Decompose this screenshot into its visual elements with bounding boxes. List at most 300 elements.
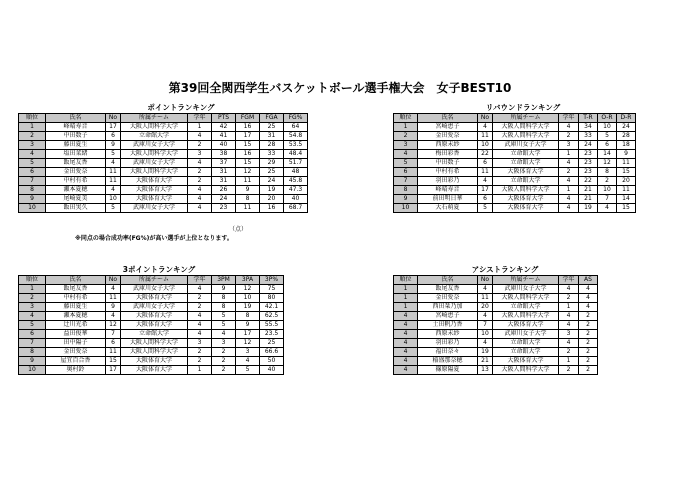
table-cell: 4 — [478, 177, 493, 186]
table-cell: 10 — [19, 204, 46, 213]
table-cell: 21 — [579, 195, 598, 204]
table-row — [19, 285, 284, 294]
table-cell: 40 — [284, 195, 308, 204]
rebounds-ranking-section — [393, 103, 653, 213]
table-cell: 3 — [188, 339, 212, 348]
table-cell: 10 — [598, 186, 617, 195]
table-cell: 12 — [236, 339, 260, 348]
points-column-header: No — [106, 114, 121, 123]
table-cell: 1 — [394, 285, 418, 294]
table-cell: 3 — [19, 141, 46, 150]
table-cell: 20 — [478, 303, 493, 312]
rebounds-ranking-heading: リバウンドランキング — [485, 103, 561, 112]
table-cell: 9 — [394, 195, 418, 204]
table-cell: 3 — [394, 141, 418, 150]
table-cell: 14 — [598, 150, 617, 159]
table-cell: 4 — [188, 195, 212, 204]
table-cell: 6 — [19, 330, 46, 339]
points-column-header: FG% — [284, 114, 308, 123]
table-cell: 24 — [617, 123, 636, 132]
table-cell: 10 — [394, 204, 418, 213]
assists-ranking-heading: アシストランキング — [471, 265, 539, 274]
points-column-header: 学年 — [188, 114, 212, 123]
table-cell: 2 — [394, 132, 418, 141]
table-cell: 武庫川女子大学 — [121, 285, 188, 294]
table-row — [19, 159, 308, 168]
table-cell: 5 — [106, 204, 121, 213]
table-cell: 24 — [579, 141, 598, 150]
table-cell: 尾崎夏美 — [46, 195, 106, 204]
table-cell: 11 — [478, 168, 493, 177]
points-column-header: PTS — [212, 114, 236, 123]
table-cell: 68.7 — [284, 204, 308, 213]
table-cell: 西原未紗 — [418, 330, 478, 339]
table-cell: 31 — [260, 132, 284, 141]
table-cell: 12 — [598, 159, 617, 168]
table-cell: 6 — [19, 168, 46, 177]
table-cell: 7 — [19, 177, 46, 186]
table-row — [394, 204, 636, 213]
table-row — [19, 330, 284, 339]
table-cell: 4 — [394, 150, 418, 159]
rebounds-column-header: D-R — [617, 114, 636, 123]
rebounds-column-header: 氏名 — [418, 114, 478, 123]
table-cell: 62.5 — [260, 312, 284, 321]
points-ranking-heading: ポイントランキング — [147, 103, 215, 112]
table-cell: 4 — [106, 159, 121, 168]
table-cell: 金田愛奈 — [46, 168, 106, 177]
table-row — [394, 168, 636, 177]
table-cell: 大阪人間科学大学 — [493, 132, 559, 141]
table-row — [394, 177, 636, 186]
table-cell: 4 — [394, 357, 418, 366]
table-cell: 4 — [19, 150, 46, 159]
points-column-header: FGM — [236, 114, 260, 123]
table-cell: 武庫川女子大学 — [121, 303, 188, 312]
table-row — [394, 348, 598, 357]
table-cell: 4 — [478, 312, 493, 321]
table-cell: 大阪人間科学大学 — [493, 294, 559, 303]
table-cell: 4 — [106, 312, 121, 321]
table-row — [19, 186, 308, 195]
table-cell: 12 — [236, 285, 260, 294]
table-cell: 2 — [188, 357, 212, 366]
table-cell: 33 — [579, 132, 598, 141]
table-cell: 10 — [236, 294, 260, 303]
table-row — [19, 123, 308, 132]
table-cell: 4 — [579, 294, 598, 303]
table-cell: 4 — [559, 123, 579, 132]
table-cell: 峰晴寿音 — [418, 186, 478, 195]
table-row — [394, 132, 636, 141]
table-cell: 10 — [478, 330, 493, 339]
table-cell: 2 — [188, 177, 212, 186]
table-cell: 11 — [236, 204, 260, 213]
rebounds-column-header: O-R — [598, 114, 617, 123]
table-cell: 40 — [212, 141, 236, 150]
table-cell: 4 — [394, 339, 418, 348]
table-cell: 大阪体育大学 — [121, 294, 188, 303]
table-cell: 4 — [559, 159, 579, 168]
table-cell: 4 — [478, 339, 493, 348]
table-cell: 16 — [236, 123, 260, 132]
table-cell: 8 — [19, 348, 46, 357]
table-cell: 4 — [188, 312, 212, 321]
table-cell: 11 — [106, 168, 121, 177]
table-cell: 2 — [579, 321, 598, 330]
table-cell: 2 — [579, 366, 598, 375]
table-row — [19, 204, 308, 213]
table-cell: 80 — [260, 294, 284, 303]
table-cell: 14 — [617, 195, 636, 204]
table-cell: 7 — [394, 177, 418, 186]
table-cell: 瀬本夏穂 — [46, 312, 106, 321]
table-cell: 7 — [478, 321, 493, 330]
table-row — [394, 123, 636, 132]
table-cell: 54.8 — [284, 132, 308, 141]
table-cell: 稲盛那奈穂 — [418, 357, 478, 366]
table-cell: 羽田彩乃 — [418, 177, 478, 186]
table-cell: 篠原陽夏 — [418, 366, 478, 375]
table-row — [19, 141, 308, 150]
table-cell: 塩田菜緒 — [46, 150, 106, 159]
table-cell: 武庫川女子大学 — [121, 204, 188, 213]
table-cell: 立命館大学 — [121, 132, 188, 141]
table-cell: 3 — [559, 330, 579, 339]
table-cell: 17 — [106, 123, 121, 132]
table-cell: 梅田彩香 — [418, 150, 478, 159]
table-cell: 64 — [284, 123, 308, 132]
table-cell: 6 — [106, 132, 121, 141]
assists-column-header: 学年 — [559, 276, 579, 285]
table-cell: 51.7 — [284, 159, 308, 168]
table-cell: 8 — [236, 312, 260, 321]
table-cell: 15 — [617, 204, 636, 213]
table-cell: 立命館大学 — [493, 150, 559, 159]
table-cell: 20 — [617, 177, 636, 186]
table-cell: 13 — [478, 366, 493, 375]
table-cell: 4 — [212, 330, 236, 339]
table-cell: 22 — [478, 150, 493, 159]
table-cell: 金田愛奈 — [418, 294, 478, 303]
points-column-header: 所属チーム — [121, 114, 188, 123]
table-cell: 藤田夏生 — [46, 141, 106, 150]
table-cell: 11 — [106, 177, 121, 186]
table-cell: 飯田実久 — [46, 204, 106, 213]
threes-column-header: 3PA — [236, 276, 260, 285]
table-cell: 大阪体育大学 — [493, 195, 559, 204]
table-cell: 2 — [579, 357, 598, 366]
table-cell: 5 — [212, 312, 236, 321]
table-cell: 1 — [394, 294, 418, 303]
table-row — [394, 303, 598, 312]
table-cell: 4 — [188, 321, 212, 330]
table-cell: 23.5 — [260, 330, 284, 339]
table-cell: 6 — [598, 141, 617, 150]
table-cell: 8 — [598, 168, 617, 177]
table-cell: 17 — [478, 186, 493, 195]
table-cell: 大阪人間科学大学 — [121, 150, 188, 159]
table-cell: 4 — [394, 366, 418, 375]
table-cell: 15 — [236, 141, 260, 150]
table-cell: 7 — [106, 330, 121, 339]
table-cell: 武庫川女子大学 — [493, 141, 559, 150]
table-cell: 15 — [106, 357, 121, 366]
table-cell: 西原未紗 — [418, 141, 478, 150]
table-cell: 1 — [19, 285, 46, 294]
table-cell: 大阪体育大学 — [121, 186, 188, 195]
table-cell: 5 — [19, 321, 46, 330]
table-cell: 22 — [579, 177, 598, 186]
assists-ranking-table — [393, 275, 598, 375]
table-cell: 4 — [394, 330, 418, 339]
table-cell: 8 — [212, 303, 236, 312]
table-cell: 9 — [19, 357, 46, 366]
threes-column-header: 学年 — [188, 276, 212, 285]
table-cell: 大阪体育大学 — [121, 312, 188, 321]
table-cell: 大阪人間科学大学 — [121, 348, 188, 357]
table-cell: 中田数子 — [46, 132, 106, 141]
table-cell: 大阪体育大学 — [493, 168, 559, 177]
table-cell: 立命館大学 — [493, 303, 559, 312]
table-cell: 4 — [188, 204, 212, 213]
threes-column-header: 所属チーム — [121, 276, 188, 285]
table-cell: 23 — [579, 168, 598, 177]
table-cell: 24 — [212, 195, 236, 204]
table-row — [394, 195, 636, 204]
table-cell: 前田明日華 — [418, 195, 478, 204]
table-row — [19, 294, 284, 303]
table-cell: 26 — [212, 186, 236, 195]
threes-ranking-table — [18, 275, 284, 375]
page-title: 第39回全関西学生バスケットボール選手権大会 女子BEST10 — [168, 81, 512, 95]
table-cell: 2 — [19, 132, 46, 141]
table-cell: 4 — [559, 195, 579, 204]
table-cell: 大阪体育大学 — [121, 357, 188, 366]
table-cell: 24 — [260, 177, 284, 186]
table-cell: 48.4 — [284, 150, 308, 159]
table-cell: 9 — [19, 195, 46, 204]
table-cell: 48 — [284, 168, 308, 177]
table-cell: 10 — [478, 141, 493, 150]
table-row — [394, 357, 598, 366]
assists-column-header: AS — [579, 276, 598, 285]
table-cell: 2 — [188, 141, 212, 150]
table-cell: 3 — [559, 141, 579, 150]
table-cell: 4 — [598, 204, 617, 213]
table-cell: 4 — [188, 186, 212, 195]
table-row — [394, 150, 636, 159]
table-row — [19, 177, 308, 186]
table-cell: 立命館大学 — [493, 348, 559, 357]
table-row — [394, 294, 598, 303]
table-cell: 16 — [260, 204, 284, 213]
table-cell: 8 — [19, 186, 46, 195]
table-cell: 11 — [106, 348, 121, 357]
table-cell: 31 — [212, 168, 236, 177]
table-cell: 大阪人間科学大学 — [493, 366, 559, 375]
table-cell: 3 — [212, 339, 236, 348]
table-cell: 8 — [236, 195, 260, 204]
table-cell: 66.6 — [260, 348, 284, 357]
table-row — [394, 159, 636, 168]
table-cell: 金田愛奈 — [418, 132, 478, 141]
points-column-header: FGA — [260, 114, 284, 123]
table-cell: 1 — [559, 150, 579, 159]
table-cell: 17 — [106, 366, 121, 375]
table-cell: 17 — [236, 330, 260, 339]
table-cell: 9 — [236, 321, 260, 330]
table-cell: 2 — [212, 366, 236, 375]
table-cell: 10 — [106, 195, 121, 204]
rebounds-column-header: 順位 — [394, 114, 418, 123]
table-cell: 4 — [559, 312, 579, 321]
table-cell: 5 — [394, 159, 418, 168]
points-unit-label: （点） — [229, 226, 248, 233]
assists-column-header: 所属チーム — [493, 276, 559, 285]
table-cell: 19 — [260, 186, 284, 195]
table-cell: 6 — [394, 168, 418, 177]
table-row — [394, 339, 598, 348]
table-cell: 1 — [559, 303, 579, 312]
points-tiebreak-note: ※同点の場合成功率(FG%)が高い選手が上位となります。 — [75, 235, 233, 242]
table-cell: 1 — [559, 357, 579, 366]
table-row — [19, 321, 284, 330]
table-cell: 15 — [236, 159, 260, 168]
table-row — [394, 141, 636, 150]
table-cell: 6 — [106, 339, 121, 348]
table-cell: 2 — [212, 348, 236, 357]
table-cell: 立命館大学 — [493, 177, 559, 186]
table-cell: 4 — [394, 321, 418, 330]
table-cell: 辻川光希 — [46, 321, 106, 330]
table-cell: 42 — [212, 123, 236, 132]
table-cell: 8 — [394, 186, 418, 195]
table-cell: 28 — [617, 132, 636, 141]
table-cell: 2 — [559, 348, 579, 357]
table-cell: 45.8 — [284, 177, 308, 186]
table-cell: 11 — [617, 159, 636, 168]
table-cell: 21 — [478, 357, 493, 366]
table-cell: 11 — [478, 132, 493, 141]
table-cell: 7 — [598, 195, 617, 204]
table-cell: 益田俊華 — [46, 330, 106, 339]
table-cell: 11 — [106, 294, 121, 303]
table-cell: 土田帆乃香 — [418, 321, 478, 330]
table-cell: 1 — [559, 186, 579, 195]
table-cell: 25 — [260, 123, 284, 132]
table-cell: 11 — [236, 177, 260, 186]
table-cell: 19 — [579, 204, 598, 213]
table-cell: 大阪体育大学 — [121, 195, 188, 204]
table-cell: 11 — [617, 186, 636, 195]
rebounds-ranking-table — [393, 113, 636, 213]
table-cell: 47.3 — [284, 186, 308, 195]
table-cell: 1 — [188, 366, 212, 375]
table-cell: 4 — [394, 312, 418, 321]
table-cell: 2 — [579, 330, 598, 339]
points-ranking-section — [18, 103, 344, 213]
table-cell: 17 — [236, 132, 260, 141]
table-cell: 8 — [212, 294, 236, 303]
table-cell: 中村有希 — [46, 177, 106, 186]
table-cell: 立命館大学 — [493, 159, 559, 168]
table-cell: 大阪人間科学大学 — [493, 123, 559, 132]
table-cell: 2 — [559, 294, 579, 303]
table-cell: 中村有希 — [418, 168, 478, 177]
threes-column-header: 氏名 — [46, 276, 106, 285]
table-cell: 23 — [579, 159, 598, 168]
table-cell: 2 — [19, 294, 46, 303]
threes-column-header: No — [106, 276, 121, 285]
table-cell: 金田愛奈 — [46, 348, 106, 357]
table-cell: 大石萌夏 — [418, 204, 478, 213]
table-cell: 34 — [579, 123, 598, 132]
table-row — [19, 348, 284, 357]
table-cell: 4 — [478, 123, 493, 132]
table-row — [19, 357, 284, 366]
table-cell: 大阪人間科学大学 — [493, 312, 559, 321]
table-cell: 40 — [260, 366, 284, 375]
threes-ranking-heading: 3ポイントランキング — [122, 265, 196, 274]
table-cell: 瀬本夏穂 — [46, 186, 106, 195]
rebounds-column-header: T-R — [579, 114, 598, 123]
table-row — [394, 312, 598, 321]
table-row — [19, 132, 308, 141]
points-ranking-table — [18, 113, 308, 213]
table-cell: 武庫川女子大学 — [121, 159, 188, 168]
table-cell: 3 — [236, 348, 260, 357]
table-cell: 4 — [188, 159, 212, 168]
table-cell: 21 — [579, 186, 598, 195]
threes-column-header: 3P% — [260, 276, 284, 285]
table-cell: 6 — [478, 195, 493, 204]
table-cell: 9 — [106, 303, 121, 312]
table-cell: 宮崎恵子 — [418, 123, 478, 132]
assists-ranking-section — [393, 265, 617, 375]
table-cell: 19 — [236, 303, 260, 312]
table-cell: 中田数子 — [418, 159, 478, 168]
table-cell: 37 — [212, 159, 236, 168]
table-cell: 4 — [236, 357, 260, 366]
table-cell: 4 — [579, 303, 598, 312]
table-cell: 藤田夏生 — [46, 303, 106, 312]
table-cell: 4 — [106, 186, 121, 195]
table-cell: 4 — [559, 285, 579, 294]
table-cell: 4 — [579, 285, 598, 294]
table-cell: 29 — [260, 159, 284, 168]
rebounds-column-header: No — [478, 114, 493, 123]
table-row — [394, 186, 636, 195]
table-row — [394, 366, 598, 375]
table-cell: 2 — [188, 294, 212, 303]
table-cell: 2 — [579, 339, 598, 348]
threes-column-header: 順位 — [19, 276, 46, 285]
table-cell: 5 — [106, 150, 121, 159]
table-cell: 1 — [188, 123, 212, 132]
table-cell: 大阪人間科学大学 — [121, 123, 188, 132]
table-cell: 4 — [559, 339, 579, 348]
table-cell: 12 — [236, 168, 260, 177]
table-cell: 75 — [260, 285, 284, 294]
table-cell: 2 — [559, 168, 579, 177]
table-cell: 飯尾友香 — [418, 285, 478, 294]
table-cell: 55.5 — [260, 321, 284, 330]
table-cell: 33 — [260, 150, 284, 159]
table-cell: 大阪体育大学 — [493, 204, 559, 213]
threes-ranking-section — [18, 265, 300, 375]
table-cell: 41 — [212, 132, 236, 141]
